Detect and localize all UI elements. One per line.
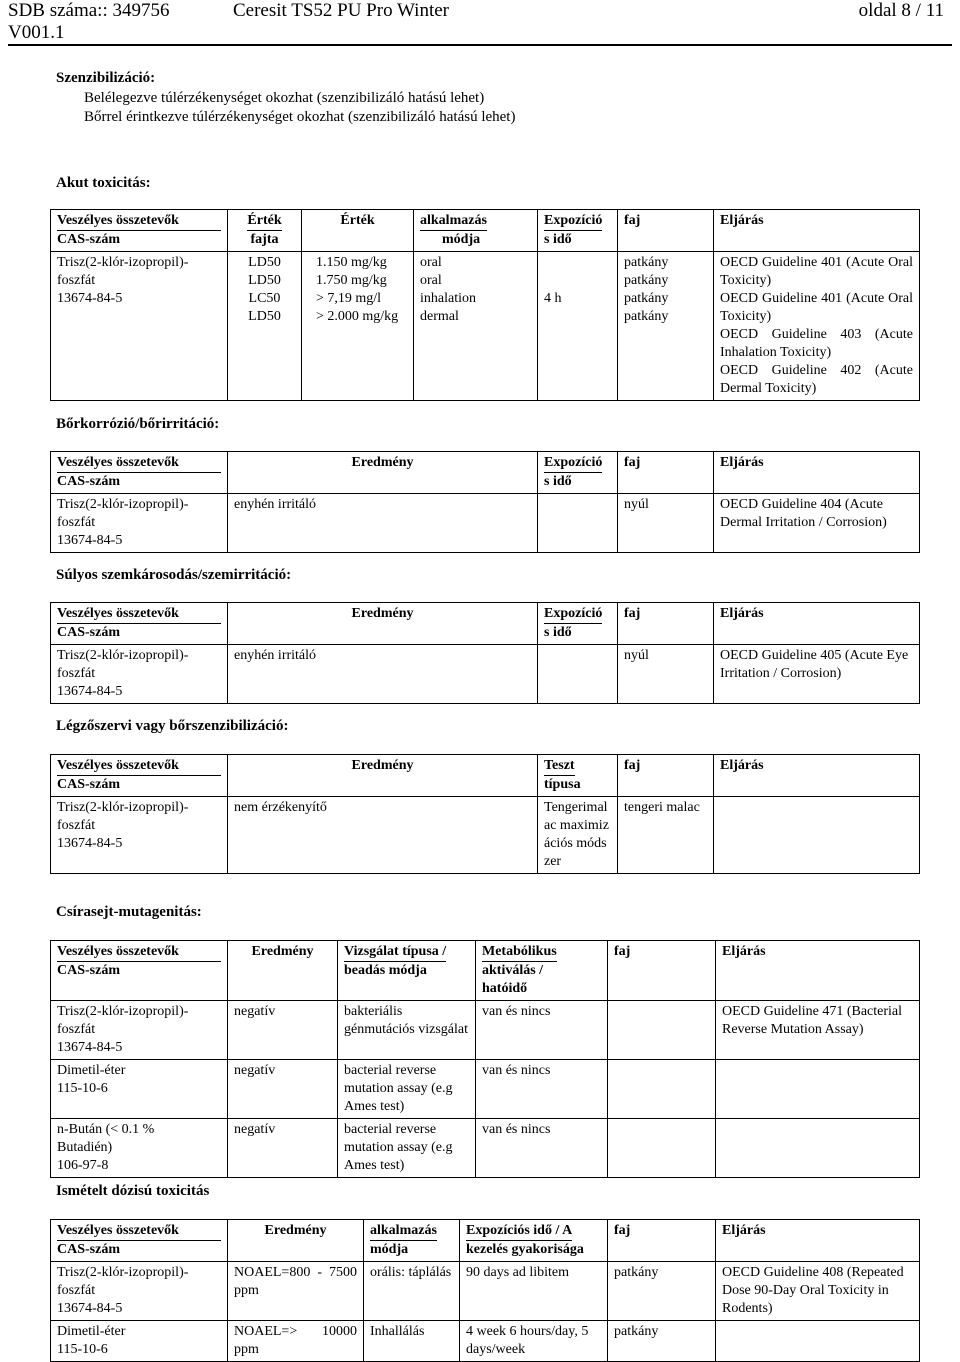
header-value-type: Érték xyxy=(247,212,281,231)
table-row xyxy=(51,797,920,874)
species: patkány xyxy=(614,1324,659,1339)
section-title-acute: Akut toxicitás: xyxy=(56,175,151,191)
value-type: LC50 xyxy=(248,291,281,306)
result: enyhén irritáló xyxy=(234,648,317,663)
header-exposure-2: s idő xyxy=(544,232,572,247)
substance: Trisz(2-klór-izopropil)- xyxy=(57,255,189,270)
header-method: Eljárás xyxy=(722,944,766,959)
test-type: bakteriális génmutációs vizsgálat xyxy=(344,1004,469,1037)
species: tengeri malac xyxy=(624,800,700,815)
cas-number: 106-97-8 xyxy=(57,1158,109,1173)
header-result: Eredmény xyxy=(351,606,414,621)
header-cas: CAS-szám xyxy=(57,623,221,642)
header-substance: Veszélyes összetevők xyxy=(57,455,179,470)
header-species: faj xyxy=(624,213,641,228)
table-row xyxy=(51,1119,920,1178)
table-row xyxy=(51,1060,920,1119)
cas-number: 13674-84-5 xyxy=(57,684,123,699)
result: NOAEL=800 - 7500 ppm xyxy=(234,1265,357,1298)
substance: Dimetil-éter xyxy=(57,1063,126,1078)
header-method: Eljárás xyxy=(720,213,764,228)
value-type: LD50 xyxy=(248,255,281,270)
header-species: faj xyxy=(624,758,641,773)
value: 1.150 mg/kg xyxy=(316,255,387,270)
method: OECD Guideline 405 (Acute Eye Irritation / Corrosion) xyxy=(720,648,909,681)
header-species: faj xyxy=(614,1223,631,1238)
substance-2: foszfát xyxy=(57,1022,96,1037)
table-row xyxy=(51,645,920,704)
skin-irritation-table xyxy=(50,451,920,553)
substance-2: foszfát xyxy=(57,666,96,681)
header-substance: Veszélyes összetevők xyxy=(57,1223,179,1238)
value: > 2.000 mg/kg xyxy=(316,309,399,324)
substance-2: foszfát xyxy=(57,818,96,833)
table-row xyxy=(51,1001,920,1060)
mutagenicity-table xyxy=(50,940,920,1178)
species: nyúl xyxy=(624,497,649,512)
substance-2: foszfát xyxy=(57,515,96,530)
header-result: Eredmény xyxy=(351,455,414,470)
header-species: faj xyxy=(614,944,631,959)
section-title-repeated-dose: Ismételt dózisú toxicitás xyxy=(56,1183,210,1199)
species: patkány xyxy=(624,273,669,288)
species: patkány xyxy=(624,255,669,270)
exposure-time: 90 days ad libitem xyxy=(466,1265,570,1280)
header-exposure-2: s idő xyxy=(544,474,572,489)
header-substance: Veszélyes összetevők xyxy=(57,213,179,228)
method: OECD Guideline 401 (Acute Oral Toxicity) xyxy=(720,255,913,288)
header-route-2: módja xyxy=(442,232,481,247)
substance-2: foszfát xyxy=(57,1283,96,1298)
header-substance: Veszélyes összetevők xyxy=(57,606,179,621)
header-test-type: Vizsgálat típusa / xyxy=(344,943,446,962)
value: > 7,19 mg/l xyxy=(316,291,382,306)
metabolic-activation: van és nincs xyxy=(482,1004,551,1019)
header-cas: CAS-szám xyxy=(57,472,221,491)
header-cas: CAS-szám xyxy=(57,961,221,980)
method: OECD Guideline 401 (Acute Oral Toxicity) xyxy=(720,291,913,324)
header-substance: Veszélyes összetevők xyxy=(57,758,179,773)
result: enyhén irritáló xyxy=(234,497,317,512)
header-metabolic-3: hatóidő xyxy=(482,981,528,996)
header-cas: CAS-szám xyxy=(57,230,221,249)
section-title-mutagenicity: Csírasejt-mutagenitás: xyxy=(56,904,202,920)
metabolic-activation: van és nincs xyxy=(482,1122,551,1137)
page-header xyxy=(8,0,952,46)
route: oral xyxy=(420,273,442,288)
value: 1.750 mg/kg xyxy=(316,273,387,288)
substance: Trisz(2-klór-izopropil)- xyxy=(57,648,189,663)
header-exposure: Expozíció xyxy=(544,605,602,624)
header-species: faj xyxy=(624,455,641,470)
cas-number: 115-10-6 xyxy=(57,1081,108,1096)
result: negatív xyxy=(234,1122,276,1137)
respiratory-sensitization-table xyxy=(50,754,920,874)
header-exposure-2: kezelés gyakorisága xyxy=(466,1242,584,1257)
section-title-eye: Súlyos szemkárosodás/szemirritáció: xyxy=(56,567,292,583)
substance-2: foszfát xyxy=(57,273,96,288)
cas-number: 13674-84-5 xyxy=(57,836,123,851)
substance: Trisz(2-klór-izopropil)- xyxy=(57,497,189,512)
substance-2: Butadién) xyxy=(57,1140,113,1155)
species: nyúl xyxy=(624,648,649,663)
header-test-type-2: típusa xyxy=(544,777,581,792)
test-type: bacterial reverse mutation assay (e.g Ames test) xyxy=(344,1122,453,1173)
result: negatív xyxy=(234,1004,276,1019)
header-cas: CAS-szám xyxy=(57,1240,221,1259)
sensitization-line-1: Belélegezve túlérzékenységet okozhat (szenzibilizáló hatású lehet) xyxy=(84,90,485,106)
result: NOAEL=> 10000 ppm xyxy=(234,1324,357,1357)
eye-irritation-table xyxy=(50,602,920,704)
method: OECD Guideline 471 (Bacterial Reverse Mutation Assay) xyxy=(722,1004,903,1037)
route: orális: táplálás xyxy=(370,1265,452,1280)
table-row xyxy=(51,494,920,553)
header-exposure: Expozíció xyxy=(544,212,602,231)
header-exposure-2: s idő xyxy=(544,625,572,640)
header-test-type-2: beadás módja xyxy=(344,963,427,978)
page-number: oldal 8 / 11 xyxy=(858,0,944,21)
header-route-2: módja xyxy=(370,1242,409,1257)
exposure-time: 4 h xyxy=(544,291,562,306)
header-exposure: Expozíciós idő / A xyxy=(466,1222,572,1241)
method: OECD Guideline 404 (Acute Dermal Irritation / Corrosion) xyxy=(720,497,887,530)
section-title-sensitization: Szenzibilizáció: xyxy=(56,70,156,86)
table-header-row xyxy=(51,941,920,1001)
cas-number: 13674-84-5 xyxy=(57,1301,123,1316)
table-header-row xyxy=(51,210,920,252)
header-species: faj xyxy=(624,606,641,621)
header-value-type-2: fajta xyxy=(250,232,279,247)
header-result: Eredmény xyxy=(251,944,314,959)
value-type: LD50 xyxy=(248,309,281,324)
substance: Dimetil-éter xyxy=(57,1324,126,1339)
species: patkány xyxy=(624,291,669,306)
header-cas: CAS-szám xyxy=(57,775,221,794)
route: Inhallálás xyxy=(370,1324,425,1339)
product-name: Ceresit TS52 PU Pro Winter xyxy=(233,0,449,21)
acute-toxicity-table xyxy=(50,209,920,401)
species: patkány xyxy=(624,309,669,324)
cas-number: 13674-84-5 xyxy=(57,1040,123,1055)
repeated-dose-table xyxy=(50,1219,920,1362)
route: inhalation xyxy=(420,291,476,306)
sdb-number: SDB száma:: 349756 xyxy=(8,0,170,21)
sensitization-line-2: Bőrrel érintkezve túlérzékenységet okozhat (szenzibilizáló hatású lehet) xyxy=(84,109,516,125)
exposure-time: 4 week 6 hours/day, 5 days/week xyxy=(466,1324,589,1357)
substance: Trisz(2-klór-izopropil)- xyxy=(57,1265,189,1280)
header-exposure: Expozíció xyxy=(544,454,602,473)
header-metabolic-2: aktiválás / xyxy=(482,963,544,978)
test-type: bacterial reverse mutation assay (e.g Ames test) xyxy=(344,1063,453,1114)
table-header-row xyxy=(51,1220,920,1262)
header-route: alkalmazás xyxy=(370,1222,437,1241)
method: OECD Guideline 408 (Repeated Dose 90-Day Oral Toxicity in Rodents) xyxy=(722,1265,904,1316)
header-method: Eljárás xyxy=(720,758,764,773)
substance: Trisz(2-klór-izopropil)- xyxy=(57,800,189,815)
species: patkány xyxy=(614,1265,659,1280)
method: OECD Guideline 403 (Acute Inhalation Toxicity) xyxy=(720,327,913,360)
section-title-skin: Bőrkorrózió/bőrirritáció: xyxy=(56,416,220,432)
cas-number: 13674-84-5 xyxy=(57,291,123,306)
header-method: Eljárás xyxy=(720,606,764,621)
version: V001.1 xyxy=(8,22,65,43)
header-method: Eljárás xyxy=(720,455,764,470)
header-value: Érték xyxy=(340,213,375,228)
value-type: LD50 xyxy=(248,273,281,288)
table-header-row xyxy=(51,755,920,797)
header-result: Eredmény xyxy=(264,1223,327,1238)
route: dermal xyxy=(420,309,459,324)
header-route: alkalmazás xyxy=(420,212,487,231)
result: nem érzékenyítő xyxy=(234,800,327,815)
table-row xyxy=(51,1262,920,1321)
table-header-row xyxy=(51,603,920,645)
table-row xyxy=(51,1321,920,1362)
header-result: Eredmény xyxy=(351,758,414,773)
table-header-row xyxy=(51,452,920,494)
metabolic-activation: van és nincs xyxy=(482,1063,551,1078)
test-type: Tengerimalac maximizációs módszer xyxy=(544,800,609,869)
route: oral xyxy=(420,255,442,270)
substance: n-Bután (< 0.1 % xyxy=(57,1122,155,1137)
header-metabolic: Metabólikus xyxy=(482,943,557,962)
method: OECD Guideline 402 (Acute Dermal Toxicity) xyxy=(720,363,913,396)
cas-number: 115-10-6 xyxy=(57,1342,108,1357)
header-test-type: Teszt xyxy=(544,757,575,776)
result: negatív xyxy=(234,1063,276,1078)
header-substance: Veszélyes összetevők xyxy=(57,944,179,959)
cas-number: 13674-84-5 xyxy=(57,533,123,548)
substance: Trisz(2-klór-izopropil)- xyxy=(57,1004,189,1019)
header-method: Eljárás xyxy=(722,1223,766,1238)
section-title-respiratory: Légzőszervi vagy bőrszenzibilizáció: xyxy=(56,718,289,734)
table-row xyxy=(51,252,920,401)
